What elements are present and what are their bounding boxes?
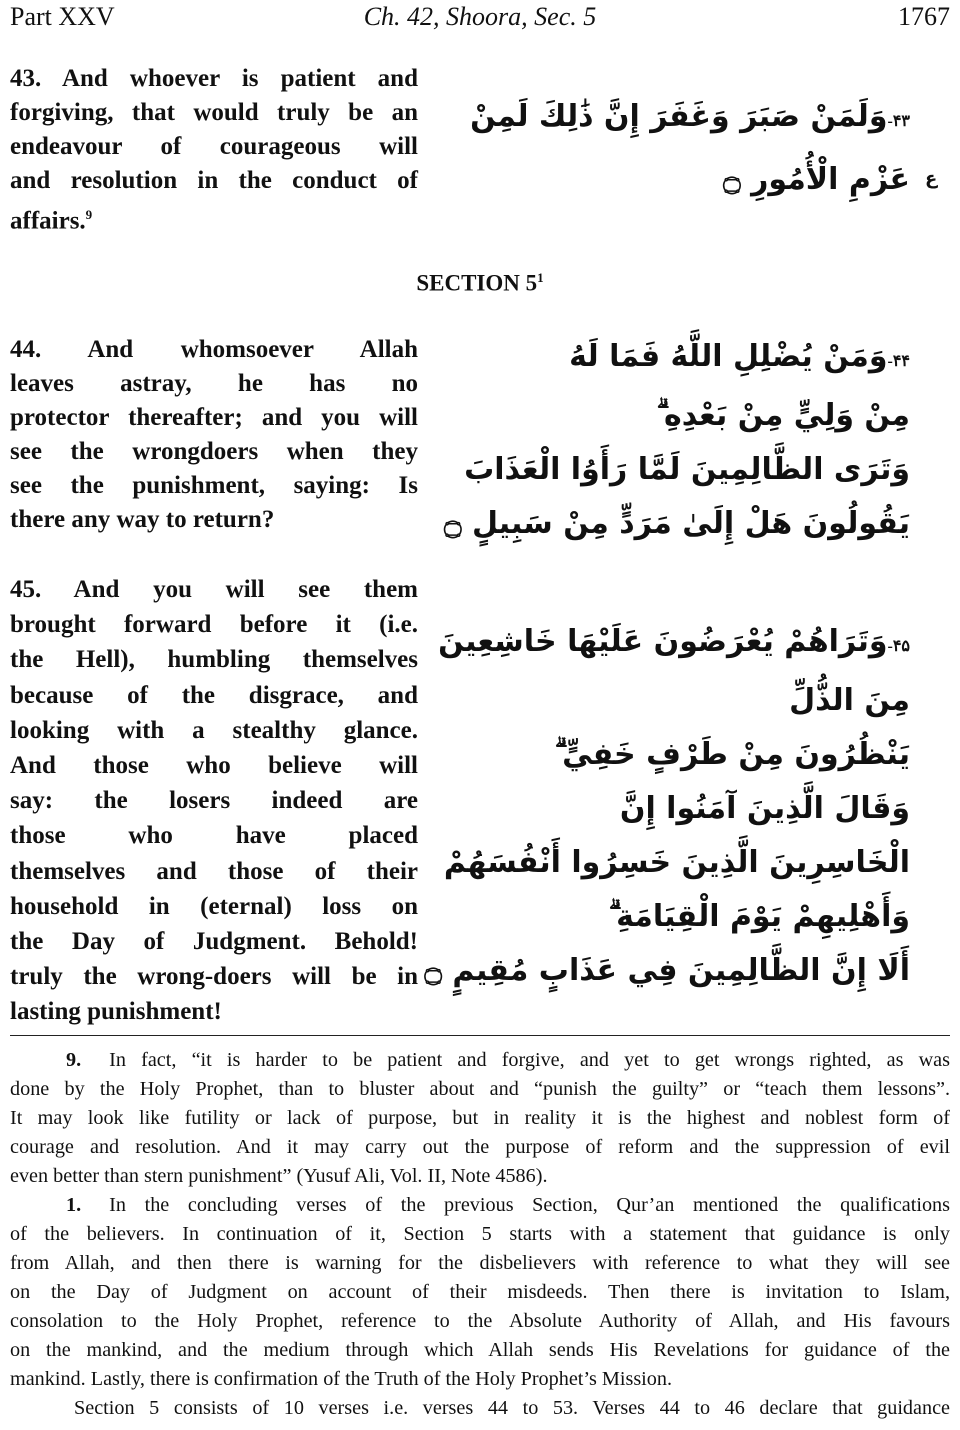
verse-line: see the wrongdoers when they	[10, 438, 418, 465]
verse-45-arabic	[424, 615, 910, 998]
verse-line: looking with a stealthy glance.	[10, 716, 418, 744]
arabic-line: عَزْمِ الْأُمُورِ ۝	[723, 162, 910, 197]
verse-line: forgiving, that would truly be an	[10, 99, 418, 126]
arabic-line	[470, 88, 910, 151]
arabic-text: وَمَنْ يُضْلِلِ اللَّهُ فَمَا لَهُ	[569, 339, 888, 374]
footnote-line: Section 5 consists of 10 verses i.e. verses 44 to 53. Verses 44 to 46 declare that guidance	[74, 1397, 950, 1419]
verse-line: because of the disgrace, and	[10, 681, 418, 709]
section-heading	[0, 270, 960, 297]
verse-line: the Day of Judgment. Behold!	[10, 928, 418, 956]
footnote-line: even better than stern punishment” (Yusuf Ali, Vol. II, Note 4586).	[10, 1165, 548, 1187]
section-title-text: SECTION 5	[416, 270, 538, 296]
verse-line: lasting punishment!	[10, 998, 222, 1026]
arabic-line: وَتَرَى الظَّالِمِينَ لَمَّا رَأَوُا الْعَذَابَ	[464, 452, 910, 487]
verse-line: protector thereafter; and you will	[10, 404, 418, 431]
verse-line: 44. And whomsoever Allah	[10, 336, 418, 363]
arabic-line: مِنْ وَلِيٍّ مِنْ بَعْدِهِ ۗ	[656, 398, 910, 433]
footnote-line: of the believers. In continuation of it, Section 5 starts with a statement that guidance is only	[10, 1223, 950, 1245]
footnote-ref-9: 9	[85, 207, 93, 222]
footnote-1	[10, 1191, 950, 1394]
arabic-line: أَلَا إِنَّ الظَّالِمِينَ فِي عَذَابٍ مُقِيمٍ ۝	[424, 953, 910, 988]
arabic-verse-number: ۴۳-	[887, 113, 910, 130]
verse-43-arabic	[470, 88, 910, 209]
page-number: 1767	[898, 2, 950, 31]
verse-line: the Hell), humbling themselves	[10, 646, 418, 674]
footnote-line: on the Day of Judgment on account of their misdeeds. Then there is invitation to Islam,	[10, 1281, 950, 1303]
arabic-line: الْخَاسِرِينَ الَّذِينَ خَسِرُوا أَنْفُسَهُمْ	[443, 845, 910, 880]
footnote-line	[10, 1191, 950, 1220]
footnote-line	[10, 1046, 950, 1075]
arabic-line: وَأَهْلِيهِمْ يَوْمَ الْقِيَامَةِ ۗ	[608, 899, 910, 934]
verse-line: 43. And whoever is patient and	[10, 65, 418, 92]
footnote-line: on the mankind, and the medium through which Allah sends His Revelations for guidance of the	[10, 1339, 950, 1361]
verse-44-translation	[10, 333, 418, 537]
footnote-number: 9.	[66, 1049, 82, 1071]
arabic-line	[438, 615, 910, 674]
verse-line: and resolution in the conduct of	[10, 167, 418, 194]
ruku-mark: ع	[925, 168, 938, 189]
footnote-divider	[10, 1035, 950, 1036]
footnote-line: consolation to the Holy Prophet, reference to the Absolute Authority of Allah, and His favours	[10, 1310, 950, 1332]
verse-line-last	[10, 198, 418, 238]
verse-line: there any way to return?	[10, 506, 275, 533]
footnote-line: It may look like futility or lack of purpose, but in reality it is the highest and noblest form of	[10, 1107, 950, 1129]
verse-line-text: affairs.	[10, 207, 86, 235]
arabic-text: وَلَمَنْ صَبَرَ وَغَفَرَ إِنَّ ذَٰلِكَ لَمِنْ	[470, 99, 888, 134]
arabic-line: يَنْظُرُونَ مِنْ طَرْفٍ خَفِيٍّ ۗ	[554, 737, 910, 772]
footnote-ref-1: 1	[537, 270, 544, 285]
verse-44-arabic	[443, 330, 910, 551]
footnote-text: In the concluding verses of the previous Section, Qur’an mentioned the qualifications	[109, 1194, 950, 1216]
verse-line: those who have placed	[10, 822, 418, 850]
verse-line: brought forward before it (i.e.	[10, 611, 418, 639]
arabic-line: مِنَ الذُّلِّ	[789, 683, 910, 718]
verse-line: say: the losers indeed are	[10, 787, 418, 815]
verse-line: And those who believe will	[10, 752, 418, 780]
arabic-line: وَقَالَ الَّذِينَ آمَنُوا إِنَّ	[619, 791, 910, 826]
arabic-verse-number: ۴۴-	[887, 353, 910, 370]
verse-line: 45. And you will see them	[10, 576, 418, 603]
verse-line: themselves and those of their	[10, 857, 418, 885]
footnote-line: courage and resolution. And it may carry out the purpose of reform and the suppression of evil	[10, 1136, 950, 1158]
verse-43-translation	[10, 62, 418, 238]
footnote-text: In fact, “it is harder to be patient and forgive, and yet to get wrongs righted, as was	[109, 1049, 950, 1071]
page-header	[10, 2, 950, 38]
footnote-continuation	[10, 1394, 950, 1423]
arabic-line: يَقُولُونَ هَلْ إِلَىٰ مَرَدٍّ مِنْ سَبِيلٍ ۝	[443, 506, 910, 541]
footnote-number: 1.	[66, 1194, 82, 1216]
part-label: Part XXV	[10, 2, 115, 31]
verse-line: truly the wrong-doers will be in	[10, 963, 418, 991]
verse-line: household in (eternal) loss on	[10, 892, 418, 920]
arabic-text: وَتَرَاهُمْ يُعْرَضُونَ عَلَيْهَا خَاشِعِينَ	[438, 624, 888, 659]
verse-line: see the punishment, saying: Is	[10, 472, 418, 499]
verse-line: leaves astray, he has no	[10, 370, 418, 397]
arabic-line	[470, 330, 910, 389]
footnotes	[10, 1046, 950, 1423]
footnote-line: mankind. Lastly, there is confirmation of the Truth of the Holy Prophet’s Mission.	[10, 1368, 673, 1390]
verse-line: endeavour of courageous will	[10, 133, 418, 160]
chapter-label: Ch. 42, Shoora, Sec. 5	[363, 2, 597, 31]
verse-45-translation	[10, 572, 418, 1030]
footnote-9	[10, 1046, 950, 1191]
footnote-line: done by the Holy Prophet, than to bluster about and “punish the guilty” or “teach them lessons”.	[10, 1078, 950, 1100]
footnote-line: from Allah, and then there is warning for the disbelievers with reference to what they will see	[10, 1252, 950, 1274]
arabic-verse-number: ۴۵-	[887, 638, 910, 655]
